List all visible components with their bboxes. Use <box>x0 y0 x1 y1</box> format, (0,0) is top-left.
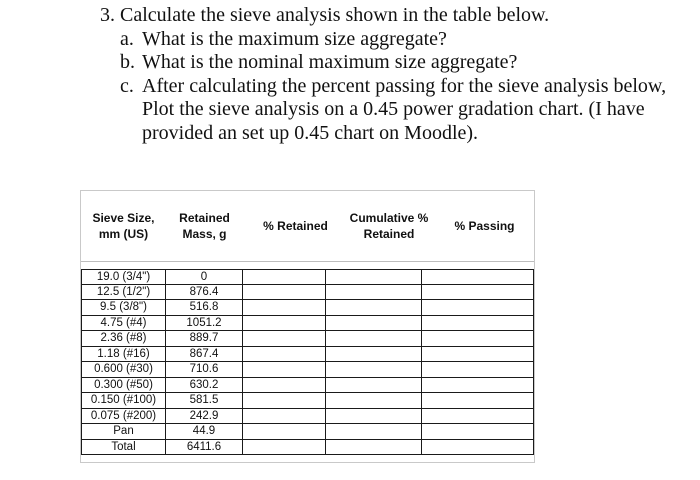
table-row <box>81 362 534 378</box>
retained-mass-cell: 630.2 <box>166 378 243 394</box>
sieve-size-cell: 0.300 (#50) <box>81 378 166 394</box>
pct-passing-cell <box>422 424 534 440</box>
pct-passing-cell <box>422 378 534 394</box>
cum-retained-cell <box>326 285 422 301</box>
table-row <box>81 440 534 456</box>
table-row <box>81 393 534 409</box>
pct-passing-cell <box>422 393 534 409</box>
table-row <box>81 378 534 394</box>
table-row <box>81 409 534 425</box>
question-part-a <box>100 28 690 52</box>
cum-retained-cell <box>326 409 422 425</box>
header-cum-retained: Cumulative % Retained <box>349 211 429 241</box>
question-main: 3. Calculate the sieve analysis shown in the table below. <box>100 4 550 26</box>
pct-passing-cell <box>422 440 534 456</box>
pct-retained-cell <box>243 347 326 363</box>
sieve-table <box>80 190 535 463</box>
pct-retained-cell <box>243 378 326 394</box>
retained-mass-cell: 242.9 <box>166 409 243 425</box>
sieve-size-cell: 12.5 (1/2") <box>81 285 166 301</box>
pct-passing-cell <box>422 331 534 347</box>
table-header <box>81 191 534 262</box>
retained-mass-cell: 6411.6 <box>166 440 243 456</box>
retained-mass-cell: 867.4 <box>166 347 243 363</box>
cum-retained-cell <box>326 269 422 285</box>
cum-retained-cell <box>326 393 422 409</box>
pct-retained-cell <box>243 424 326 440</box>
sieve-size-cell: 0.600 (#30) <box>81 362 166 378</box>
retained-mass-cell: 0 <box>166 269 243 285</box>
cum-retained-cell <box>326 378 422 394</box>
pct-retained-cell <box>243 409 326 425</box>
part-text: After calculating the percent passing for the sieve analysis below, Plot the sieve analysis on a 0.45 power gradation chart. (I have provided an set up 0.45 chart on Moodle). <box>142 74 667 144</box>
sieve-size-cell: Pan <box>81 424 166 440</box>
question-part-b <box>100 51 690 75</box>
retained-mass-cell: 876.4 <box>166 285 243 301</box>
header-pct-retained: % Retained <box>263 219 328 233</box>
cum-retained-cell <box>326 331 422 347</box>
pct-retained-cell <box>243 362 326 378</box>
table-row <box>81 316 534 332</box>
retained-mass-cell: 581.5 <box>166 393 243 409</box>
pct-retained-cell <box>243 393 326 409</box>
pct-passing-cell <box>422 285 534 301</box>
sieve-size-cell: Total <box>81 440 166 456</box>
sieve-size-cell: 0.075 (#200) <box>81 409 166 425</box>
table-row <box>81 269 534 285</box>
cum-retained-cell <box>326 362 422 378</box>
sieve-size-cell: 4.75 (#4) <box>81 316 166 332</box>
pct-retained-cell <box>243 316 326 332</box>
sieve-size-cell: 9.5 (3/8") <box>81 300 166 316</box>
table-row <box>81 424 534 440</box>
question-text <box>100 4 690 145</box>
cum-retained-cell <box>326 440 422 456</box>
sieve-size-cell: 1.18 (#16) <box>81 347 166 363</box>
header-pct-passing: % Passing <box>454 219 515 233</box>
retained-mass-cell: 710.6 <box>166 362 243 378</box>
pct-passing-cell <box>422 300 534 316</box>
pct-passing-cell <box>422 269 534 285</box>
pct-retained-cell <box>243 440 326 456</box>
table-row <box>81 347 534 363</box>
pct-retained-cell <box>243 285 326 301</box>
pct-passing-cell <box>422 316 534 332</box>
table-row <box>81 331 534 347</box>
sieve-size-cell: 19.0 (3/4") <box>81 269 166 285</box>
part-label: b. <box>120 51 135 73</box>
question-part-c <box>100 75 690 146</box>
header-sieve-size: Sieve Size, mm (US) <box>92 211 155 241</box>
part-text: What is the maximum size aggregate? <box>142 27 447 50</box>
retained-mass-cell: 889.7 <box>166 331 243 347</box>
pct-passing-cell <box>422 409 534 425</box>
sieve-size-cell: 0.150 (#100) <box>81 393 166 409</box>
pct-retained-cell <box>243 331 326 347</box>
sieve-size-cell: 2.36 (#8) <box>81 331 166 347</box>
cum-retained-cell <box>326 424 422 440</box>
pct-passing-cell <box>422 362 534 378</box>
pct-retained-cell <box>243 300 326 316</box>
header-retained-mass: Retained Mass, g <box>179 211 230 241</box>
table-row <box>81 285 534 301</box>
retained-mass-cell: 44.9 <box>166 424 243 440</box>
retained-mass-cell: 516.8 <box>166 300 243 316</box>
part-label: c. <box>120 74 134 97</box>
part-text: What is the nominal maximum size aggregate? <box>142 51 518 73</box>
part-label: a. <box>120 27 134 50</box>
cum-retained-cell <box>326 300 422 316</box>
pct-retained-cell <box>243 269 326 285</box>
cum-retained-cell <box>326 347 422 363</box>
pct-passing-cell <box>422 347 534 363</box>
retained-mass-cell: 1051.2 <box>166 316 243 332</box>
cum-retained-cell <box>326 316 422 332</box>
table-row <box>81 300 534 316</box>
